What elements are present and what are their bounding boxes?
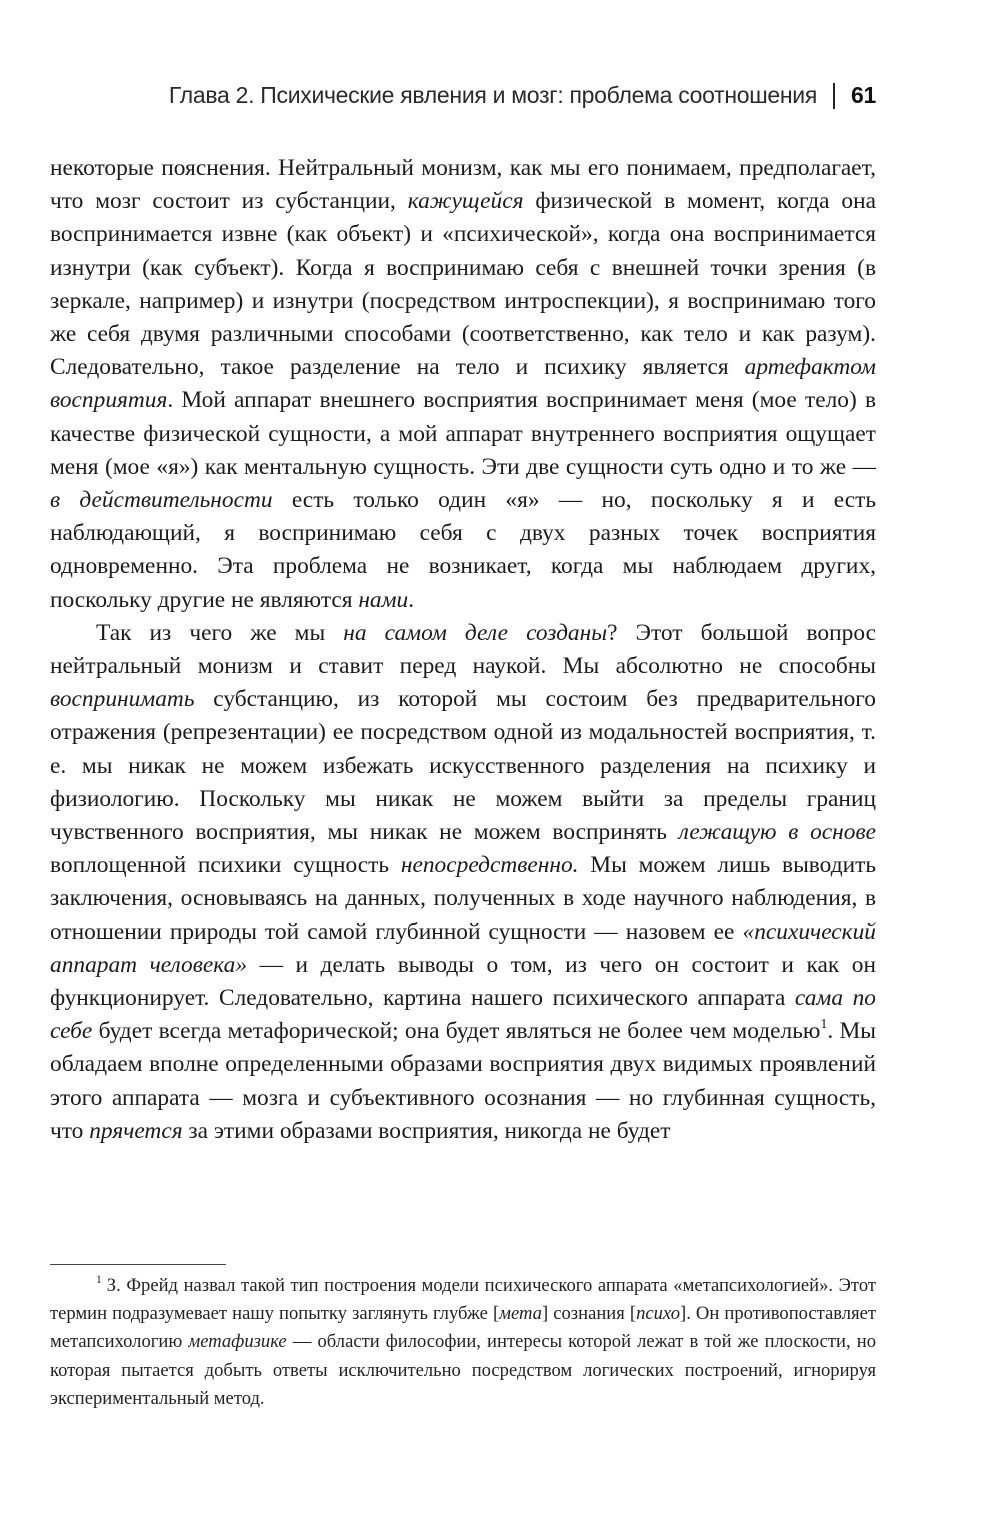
footnote-marker: 1 (820, 1016, 828, 1033)
text-run: ? Этот большой вопрос нейтральный монизм и ставит перед наукой. Мы абсолютно не способны (50, 619, 876, 680)
italic-text: кажущейся (407, 188, 524, 215)
chapter-title: Глава 2. Психические явления и мозг: проблема соотношения (168, 82, 818, 108)
paragraph-2 (50, 617, 876, 1148)
text-run: есть только один «я» — но, поскольку я и есть наблюдающий, я воспринимаю себя с двух разных точек восприятия одновременно. Эта проблема не возникает, когда мы наблюдаем других, поскольку другие не являются (50, 487, 876, 613)
italic-text: артефактом восприятия (50, 354, 876, 414)
text-run: . Мой аппарат внешнего восприятия воспринимает меня (мое тело) в качестве физической сущности, а мой аппарат внутреннего восприятия ощущает меня (мое «я») как ментальную сущность. Эти две сущности суть одно и то же — (50, 387, 876, 480)
italic-text: в действительности (50, 487, 273, 514)
footnote-1 (50, 1272, 876, 1413)
text-run: — области философии, интересы которой лежат в той же плоскости, но которая пытается добыть ответы исключительно посредством логических построений, игнорируя экспериментальный метод. (50, 1331, 876, 1409)
italic-text: нами (358, 586, 409, 613)
footnote-marker: 1 (96, 1273, 102, 1286)
italic-text: метафизике (188, 1331, 287, 1353)
text-run: субстанцию, из которой мы состоим без предварительного отражения (репрезентации) ее посредством одной из модальностей восприятия, т. е. мы никак не можем избежать искусственного разделения на психику и физиологию. Поскольку мы никак не можем выйти за пределы границ чувственного восприятия, мы никак не можем воспринять (50, 686, 876, 846)
paragraph-1 (50, 152, 876, 617)
page-number: 61 (851, 82, 876, 108)
text-run: . Мы обладаем вполне определенными образами восприятия двух видимых проявлений этого аппарата — мозга и субъективного осознания — но глубинная сущность, что (50, 1018, 876, 1144)
text-run: будет всегда метафорической; она будет являться не более чем моделью (92, 1018, 821, 1045)
body-text (50, 152, 876, 1148)
text-run: Мы можем лишь выводить заключения, основываясь на данных, полученных в ходе научного наблюдения, в отношении природы той самой глубинной сущности — назовем ее (50, 852, 876, 945)
italic-text: непосредственно. (400, 852, 579, 879)
italic-text: на самом деле созданы (343, 619, 608, 646)
running-header (169, 82, 876, 109)
text-run: воплощенной психики сущность (50, 852, 401, 879)
text-run: — и делать выводы о том, из чего он состоит и как он функционирует. Следовательно, картина нашего психического аппарата (50, 951, 876, 1012)
text-run: некоторые пояснения. Нейтральный монизм, как мы его понимаем, предполагает, что мозг состоит из субстанции, (50, 155, 876, 215)
italic-text: прячется (89, 1117, 183, 1144)
text-run: Так из чего же мы (96, 619, 344, 646)
text-run: ]. Он противопоставляет метапсихологию (50, 1303, 877, 1353)
italic-text: мета (499, 1303, 542, 1325)
italic-text: лежащую в основе (678, 819, 876, 846)
italic-text: воспринимать (50, 686, 195, 713)
text-run: . (408, 586, 415, 613)
header-separator (833, 83, 835, 109)
text-run: физической в момент, когда она воспринимается извне (как объект) и «психической», когда она воспринимается изнутри (как субъект). Когда я воспринимаю себя с внешней точки зрения (в зеркале, например) и изнутри (посредством интроспекции), я воспринимаю того же себя двумя различными способами (соответственно, как тело и как разум). Следовательно, такое разделение на тело и психику является (50, 188, 877, 381)
text-run: за этими образами восприятия, никогда не будет (182, 1117, 671, 1144)
footnote-divider (50, 1264, 226, 1265)
text-run: З. Фрейд назвал такой тип построения модели психического аппарата «метапсихологией». Этот термин подразумевает нашу попытку заглянуть глубже [ (50, 1275, 876, 1325)
footnotes (50, 1272, 876, 1413)
text-run: ] сознания [ (541, 1303, 637, 1325)
italic-text: сама по себе (50, 985, 876, 1045)
italic-text: «психический аппарат человека» (50, 918, 876, 978)
italic-text: психо (636, 1303, 680, 1325)
